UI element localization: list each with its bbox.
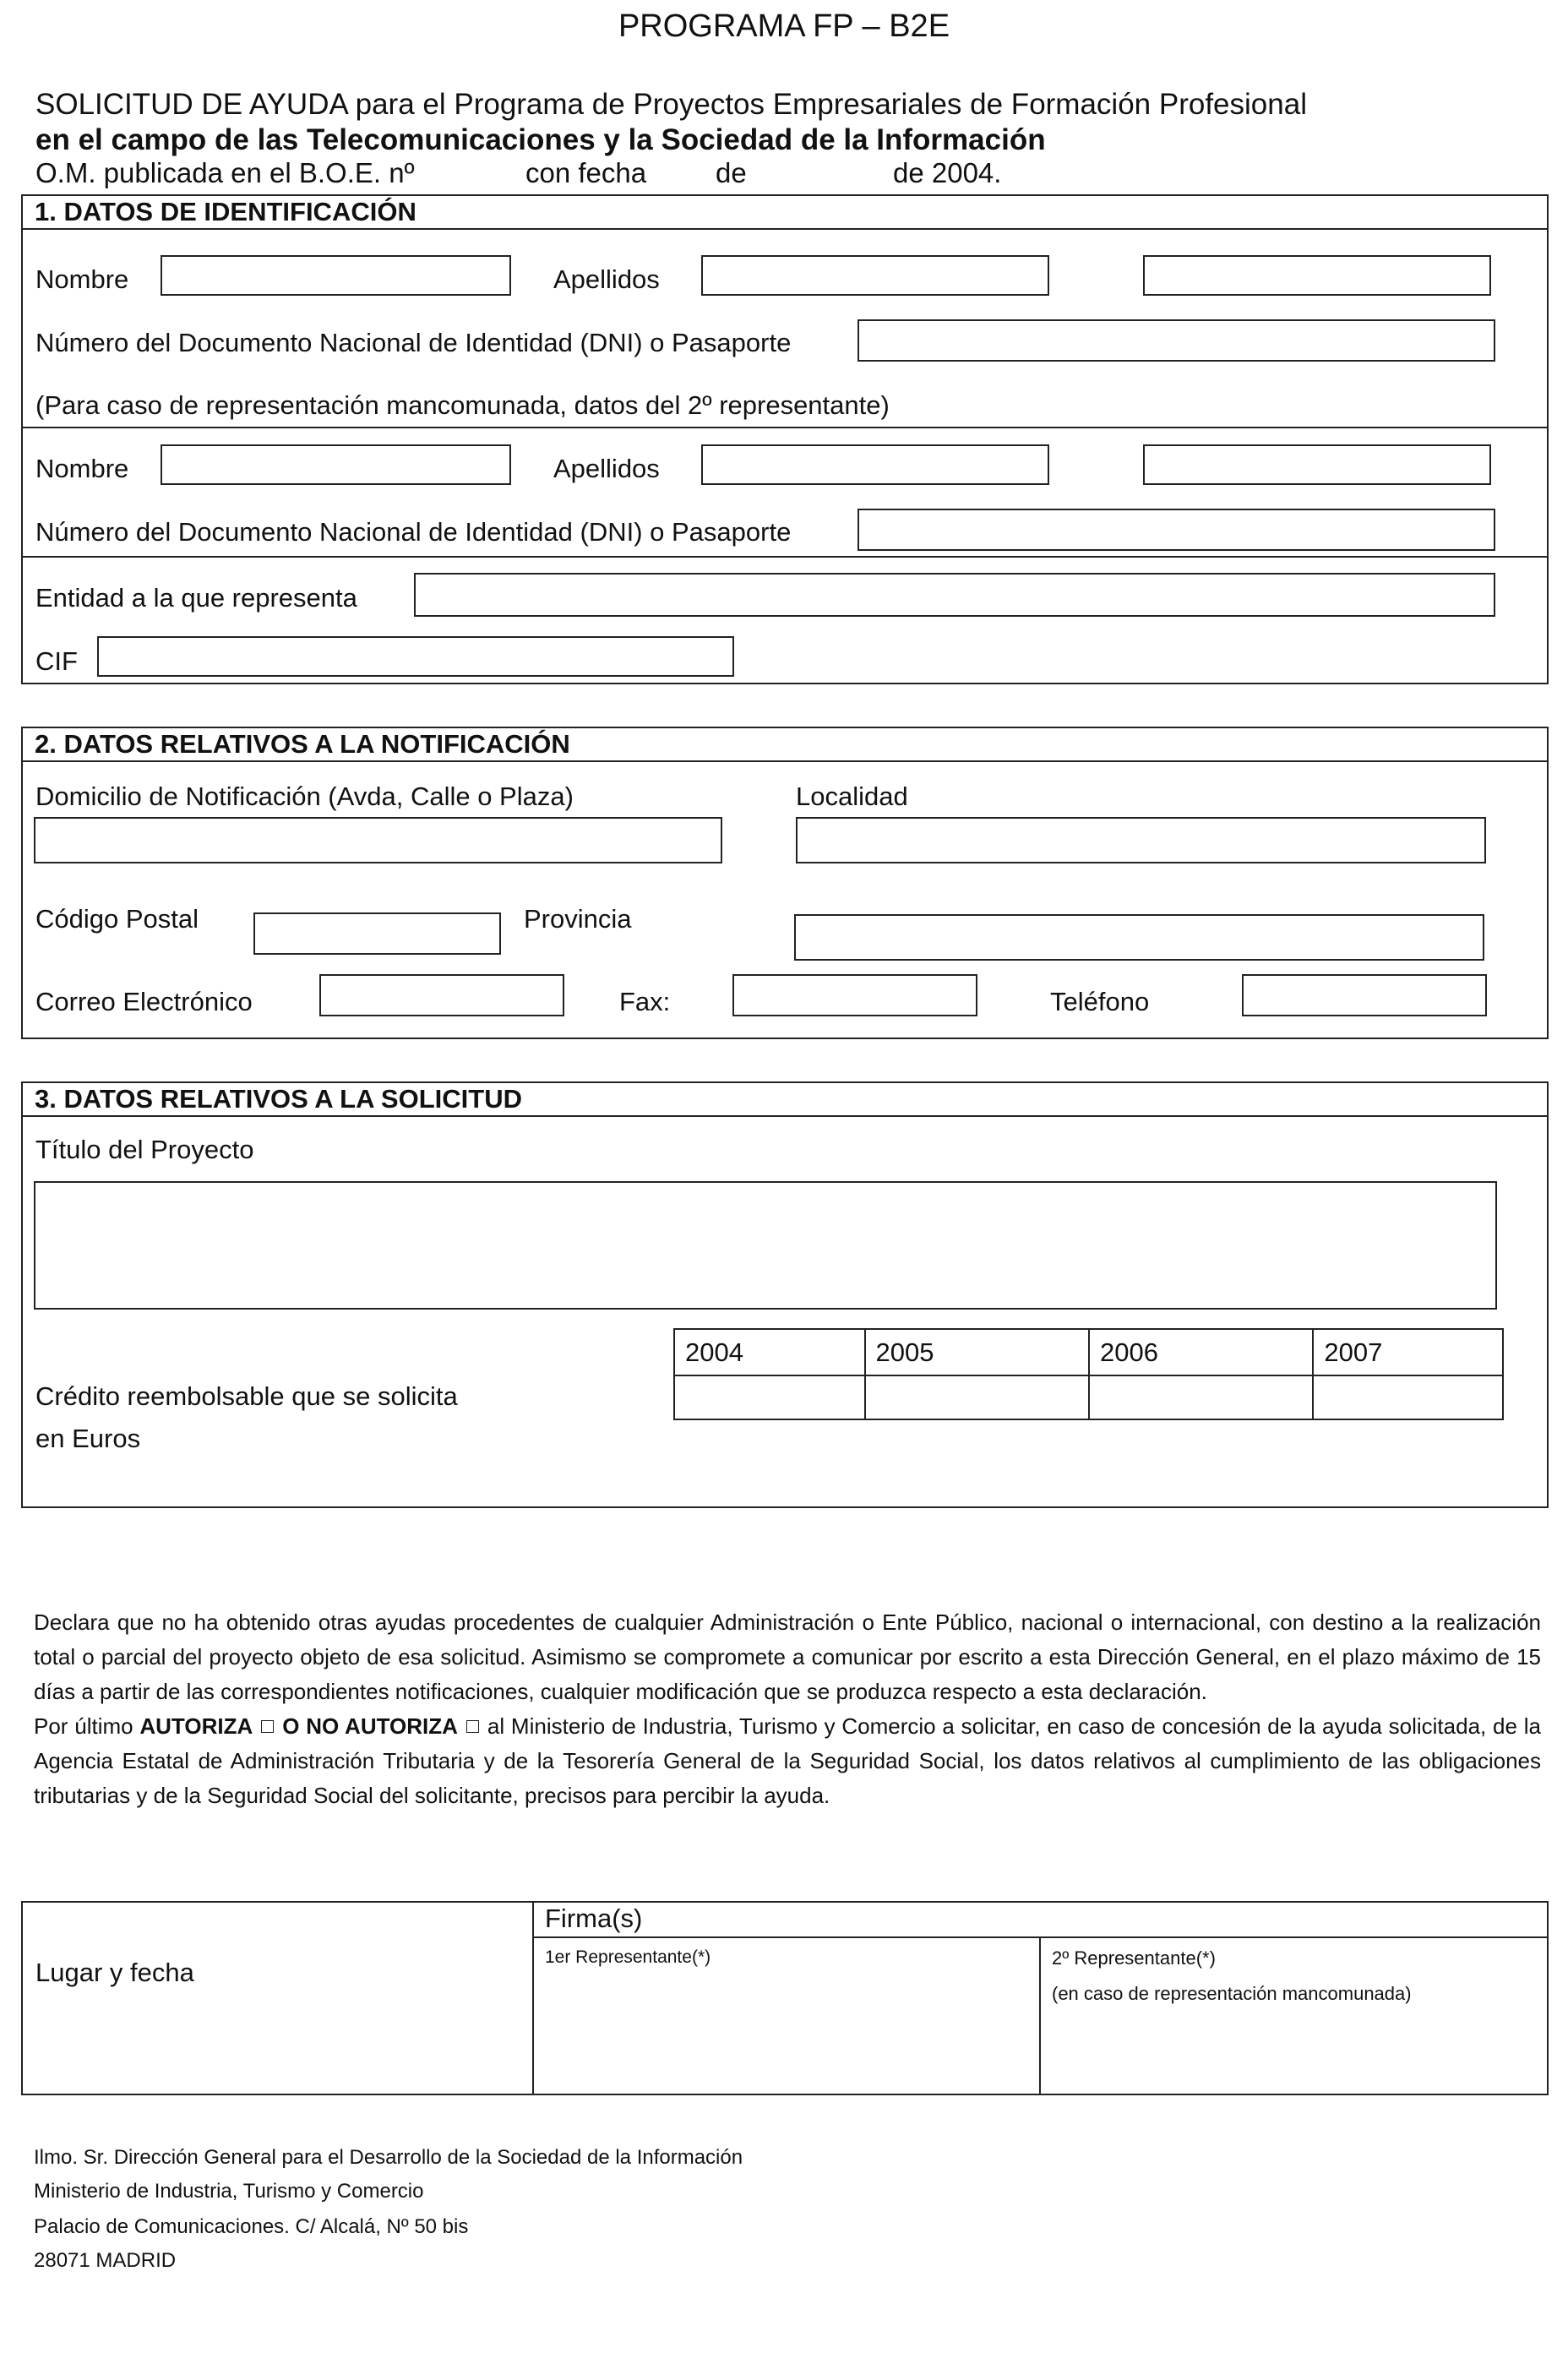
no-autoriza-label: O NO AUTORIZA xyxy=(282,1713,458,1739)
amount-2004-field[interactable] xyxy=(674,1375,865,1419)
dni-label: Número del Documento Nacional de Identidad (DNI) o Pasaporte xyxy=(35,328,792,357)
localidad-label: Localidad xyxy=(796,782,908,811)
form-title-line1: SOLICITUD DE AYUDA para el Programa de Proyectos Empresariales de Formación Profesional xyxy=(35,88,1307,121)
program-code: PROGRAMA FP – B2E xyxy=(618,8,950,44)
om-text-a: O.M. publicada en el B.O.E. nº xyxy=(35,157,415,188)
codigo-postal-label: Código Postal xyxy=(35,904,199,934)
nombre-field-2[interactable] xyxy=(161,444,511,485)
credito-table xyxy=(673,1328,1504,1420)
om-text-d: de 2004. xyxy=(893,157,1002,188)
address-line-3: Palacio de Comunicaciones. C/ Alcalá, Nº 50 bis xyxy=(34,2215,469,2238)
credito-years-row xyxy=(674,1329,1503,1375)
om-text-b: con fecha xyxy=(525,157,647,188)
declaration-paragraph-2 xyxy=(34,1709,1541,1813)
divider xyxy=(21,556,1549,558)
apellido1-field-1[interactable] xyxy=(701,255,1049,296)
nombre-field-1[interactable] xyxy=(161,255,511,296)
apellido2-field-2[interactable] xyxy=(1143,444,1491,485)
titulo-proyecto-label: Título del Proyecto xyxy=(35,1135,254,1164)
address-line-2: Ministerio de Industria, Turismo y Comercio xyxy=(34,2180,424,2203)
section-2-title: 2. DATOS RELATIVOS A LA NOTIFICACIÓN xyxy=(23,728,1547,762)
autoriza-label: AUTORIZA xyxy=(139,1713,253,1739)
correo-field[interactable] xyxy=(319,974,564,1016)
amount-2006-field[interactable] xyxy=(1089,1375,1313,1419)
autoriza-checkbox[interactable] xyxy=(261,1720,274,1733)
rep2-label: 2º Representante(*) xyxy=(1052,1947,1216,1969)
dni-field-2[interactable] xyxy=(858,509,1495,551)
year-2005: 2005 xyxy=(865,1329,1089,1375)
domicilio-field[interactable] xyxy=(34,817,722,863)
mancomunada-note: (Para caso de representación mancomunada, datos del 2º representante) xyxy=(35,390,890,420)
cif-field[interactable] xyxy=(97,636,734,677)
entidad-label: Entidad a la que representa xyxy=(35,583,357,613)
cif-label: CIF xyxy=(35,646,78,676)
form-title-line2: en el campo de las Telecomunicaciones y la Sociedad de la Información xyxy=(35,123,1046,156)
dni-field-1[interactable] xyxy=(858,319,1495,362)
amount-2007-field[interactable] xyxy=(1313,1375,1503,1419)
declaration-p2-body: al Ministerio de Industria, Turismo y Comercio a solicitar, en caso de concesión de la ayuda solicitada, de la Agencia Estatal de Administración Tributaria y de la Tesorería General de la Seguridad Social, los datos relativos al cumplimiento de las obligaciones tributarias y de la Seguridad Social del solicitante, precisos para percibir la ayuda. xyxy=(34,1713,1541,1808)
year-2006: 2006 xyxy=(1089,1329,1313,1375)
divider xyxy=(21,427,1549,428)
signature-area-rep2[interactable] xyxy=(1041,2011,1547,2094)
section-3-title: 3. DATOS RELATIVOS A LA SOLICITUD xyxy=(23,1083,1547,1117)
entidad-field[interactable] xyxy=(414,573,1495,617)
declaration-p2-intro: Por último xyxy=(34,1713,133,1739)
rep2-note: (en caso de representación mancomunada) xyxy=(1052,1983,1412,2004)
apellidos-label: Apellidos xyxy=(553,264,660,294)
lugar-fecha-area[interactable] xyxy=(23,1994,531,2094)
signature-area-rep1[interactable] xyxy=(534,1977,1037,2094)
credito-amounts-row xyxy=(674,1375,1503,1419)
apellido1-field-2[interactable] xyxy=(701,444,1049,485)
dni-label: Número del Documento Nacional de Identidad (DNI) o Pasaporte xyxy=(35,517,792,547)
fax-field[interactable] xyxy=(732,974,977,1016)
apellidos-label: Apellidos xyxy=(553,454,660,483)
address-line-4: 28071 MADRID xyxy=(34,2249,177,2272)
no-autoriza-checkbox[interactable] xyxy=(466,1720,479,1733)
titulo-proyecto-field[interactable] xyxy=(34,1181,1497,1310)
correo-label: Correo Electrónico xyxy=(35,987,253,1016)
rep1-label: 1er Representante(*) xyxy=(545,1947,711,1967)
lugar-fecha-label: Lugar y fecha xyxy=(35,1958,194,1987)
provincia-field[interactable] xyxy=(794,914,1484,961)
credito-label-line1: Crédito reembolsable que se solicita xyxy=(35,1381,458,1411)
year-2007: 2007 xyxy=(1313,1329,1503,1375)
year-2004: 2004 xyxy=(674,1329,865,1375)
amount-2005-field[interactable] xyxy=(865,1375,1089,1419)
declaration xyxy=(34,1605,1541,1813)
om-reference xyxy=(35,157,1002,189)
codigo-postal-field[interactable] xyxy=(253,912,501,955)
domicilio-label: Domicilio de Notificación (Avda, Calle o Plaza) xyxy=(35,782,574,811)
om-text-c: de xyxy=(716,157,747,188)
localidad-field[interactable] xyxy=(796,817,1486,863)
address-line-1: Ilmo. Sr. Dirección General para el Desarrollo de la Sociedad de la Información xyxy=(34,2146,743,2169)
nombre-label: Nombre xyxy=(35,264,129,294)
fax-label: Fax: xyxy=(619,987,671,1016)
declaration-paragraph-1: Declara que no ha obtenido otras ayudas procedentes de cualquier Administración o Ente Público, nacional o internacional, con destino a la realización total o parcial del proyecto objeto de esa solicitud. Asimismo se compromete a comunicar por escrito a esta Dirección General, en el plazo máximo de 15 días a partir de las correspondientes notificaciones, cualquier modificación que se produzca respecto a esta declaración. xyxy=(34,1610,1541,1704)
apellido2-field-1[interactable] xyxy=(1143,255,1491,296)
nombre-label: Nombre xyxy=(35,454,129,483)
section-1-title: 1. DATOS DE IDENTIFICACIÓN xyxy=(23,196,1547,230)
telefono-field[interactable] xyxy=(1242,974,1487,1016)
firmas-label: Firma(s) xyxy=(545,1904,643,1933)
credito-label-line2: en Euros xyxy=(35,1424,141,1453)
telefono-label: Teléfono xyxy=(1050,987,1150,1016)
provincia-label: Provincia xyxy=(524,904,632,934)
